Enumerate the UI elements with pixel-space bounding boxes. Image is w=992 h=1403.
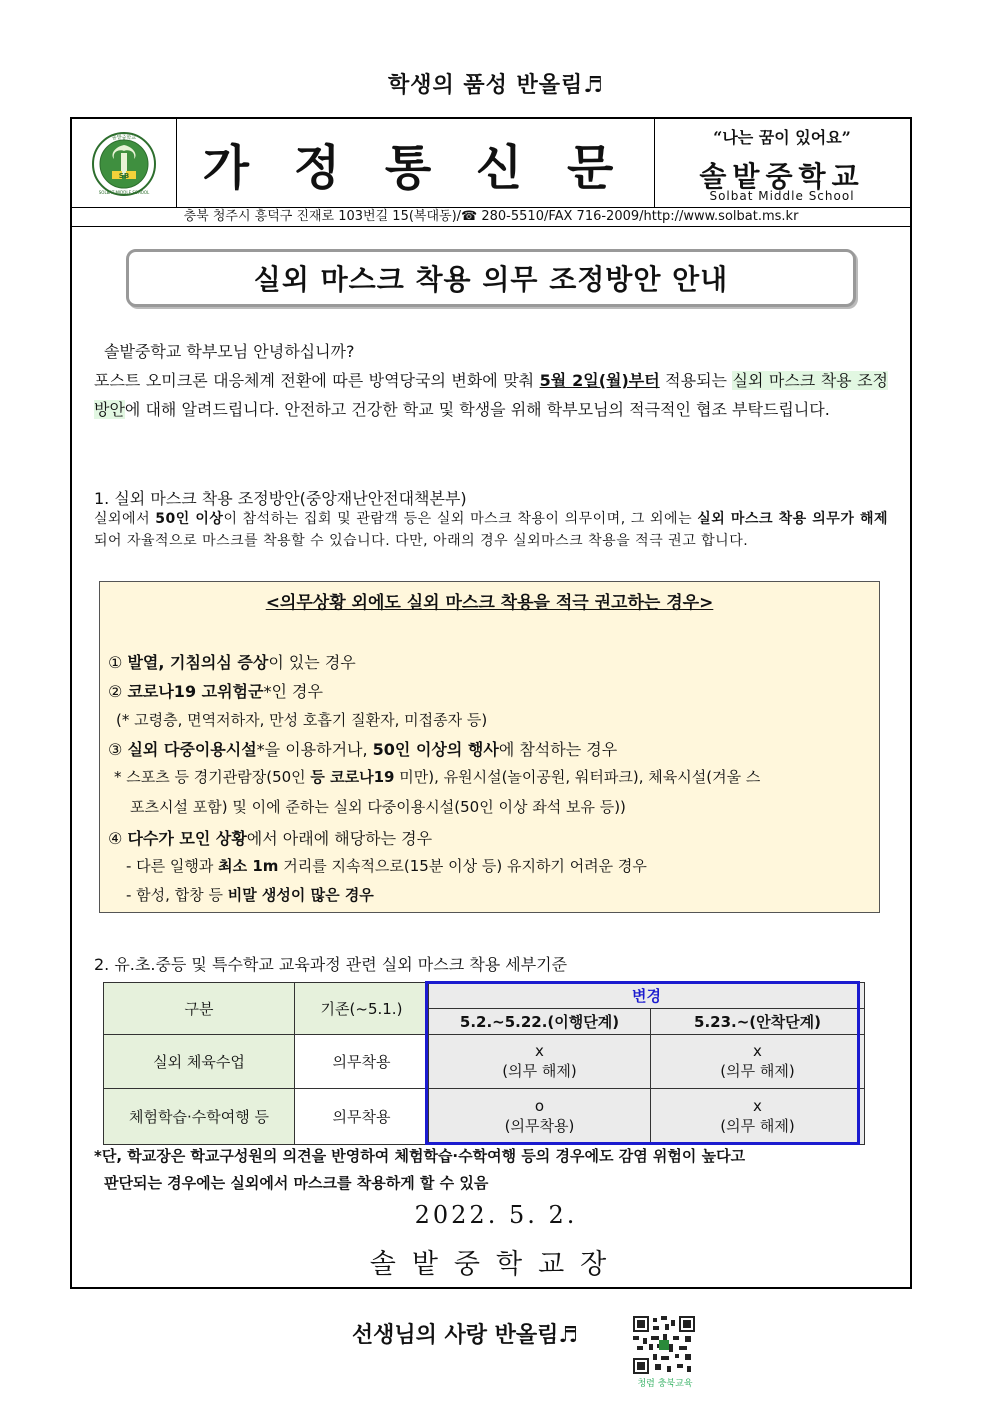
school-cell: [654, 119, 910, 207]
case-3-note-cont: 포츠시설 포함) 및 이에 준하는 실외 다중이용시설(50인 이상 좌석 보유 등)): [130, 798, 626, 816]
newsletter-title: 가 정 통 신 문: [202, 139, 628, 196]
logo-cell: [72, 119, 177, 207]
table-note: *단, 학교장은 학교구성원의 의견을 반영하여 체험학습·수학여행 등의 경우에도 감염 위험이 높다고 판단되는 경우에는 실외에서 마스크를 착용하게 할 수 있음: [94, 1147, 746, 1192]
row-phase2: x (의무 해제): [651, 1089, 865, 1145]
mask-standard-table: [103, 982, 865, 1145]
case-3: ③ 실외 다중이용시설*을 이용하거나, 50인 이상의 행사에 참석하는 경우: [108, 740, 618, 759]
bottom-slogan: 선생님의 사랑 반올림♬: [351, 1322, 579, 1348]
section1-text: 실외에서 50인 이상이 참석하는 집회 및 관람객 등은 실외 마스크 착용이 의무이며, 그 외에는 실외 마스크 착용 의무가 해제되어 자율적으로 마스크를 착용할 수 있습니다. 다만, 아래의 경우 실외마스크 착용을 적극 권고 합니다.: [94, 511, 888, 549]
logo-initials: SB: [118, 172, 130, 180]
intro-paragraph: 포스트 오미크론 대응체계 전환에 따른 방역당국의 변화에 맞춰 5월 2일(월)부터 적용되는 실외 마스크 착용 조정방안에 대해 알려드립니다. 안전하고 건강한 학교 및 학생을 위해 학부모님의 적극적인 협조 부탁드립니다.: [94, 371, 888, 419]
logo-ring-text: 솔밭중학교: [111, 135, 137, 141]
row-existing: 의무착용: [295, 1089, 429, 1145]
principal-signature: 솔밭중학교장: [369, 1249, 623, 1280]
case-3-note: * 스포츠 등 경기관람장(50인 등 코로나19 미만), 유원시설(놀이공원, 워터파크), 체육시설(겨울 스: [114, 768, 761, 786]
section2-heading: 2. 유.초.중등 및 특수학교 교육과정 관련 실외 마스크 착용 세부기준: [94, 955, 568, 974]
row-phase1: o (의무착용): [429, 1089, 651, 1145]
box-title: <의무상황 외에도 실외 마스크 착용을 적극 권고하는 경우>: [265, 593, 714, 613]
highlight-policy: 실외 마스크 착용 조정방안: [94, 371, 888, 419]
school-motto: “나는 꿈이 있어요”: [713, 128, 851, 147]
row-phase2: x (의무 해제): [651, 1035, 865, 1089]
title-cell: [176, 119, 655, 207]
case-2-note: (* 고령층, 면역저하자, 만성 호흡기 질환자, 미접종자 등): [116, 711, 488, 729]
school-name-en: Solbat Middle School: [709, 189, 855, 203]
case-1: ① 발열, 기침의심 증상이 있는 경우: [108, 653, 356, 672]
th-category: 구분: [104, 983, 295, 1035]
issue-date: 2022. 5. 2.: [414, 1201, 578, 1229]
row-category: 실외 체육수업: [104, 1035, 295, 1089]
section1-heading: 1. 실외 마스크 착용 조정방안(중앙재난안전대책본부): [94, 489, 467, 508]
letter-header: [72, 119, 910, 208]
table-row: [104, 1089, 865, 1145]
row-phase1: x (의무 해제): [429, 1035, 651, 1089]
notice-banner: [126, 249, 856, 307]
recommendation-box: [99, 581, 880, 913]
th-existing: 기존(~5.1.): [295, 983, 429, 1035]
th-phase1: 5.2.~5.22.(이행단계): [429, 1009, 651, 1035]
row-existing: 의무착용: [295, 1035, 429, 1089]
qr-code-icon: [633, 1316, 695, 1374]
th-change: 변경: [429, 983, 865, 1009]
qr-caption: 청렴 충북교육: [637, 1379, 693, 1389]
logo-en: SOLBAT MIDDLE SCHOOL: [98, 190, 150, 195]
top-slogan: 학생의 품성 반올림♬: [387, 72, 605, 98]
row-category: 체험학습·수학여행 등: [104, 1089, 295, 1145]
greeting: 솔밭중학교 학부모님 안녕하십니까?: [104, 342, 355, 361]
banner-title: 실외 마스크 착용 의무 조정방안 안내: [253, 263, 729, 296]
school-address: 충북 청주시 흥덕구 진재로 103번길 15(복대동)/☎ 280-5510/FAX 716-2009/http://www.solbat.ms.kr: [72, 207, 910, 227]
th-phase2: 5.23.~(안착단계): [651, 1009, 865, 1035]
table-row: [104, 1035, 865, 1089]
school-name: 솔밭중학교: [699, 160, 865, 193]
case-4: ④ 다수가 모인 상황에서 아래에 해당하는 경우: [108, 829, 433, 848]
case-4-sub-2: - 함성, 합창 등 비말 생성이 많은 경우: [126, 886, 374, 904]
case-2: ② 코로나19 고위험군*인 경우: [108, 682, 323, 701]
school-logo-icon: [90, 131, 158, 197]
case-4-sub-1: - 다른 일행과 최소 1m 거리를 지속적으로(15분 이상 등) 유지하기 어려운 경우: [126, 857, 647, 875]
start-date: 5월 2일(월)부터: [539, 371, 660, 390]
